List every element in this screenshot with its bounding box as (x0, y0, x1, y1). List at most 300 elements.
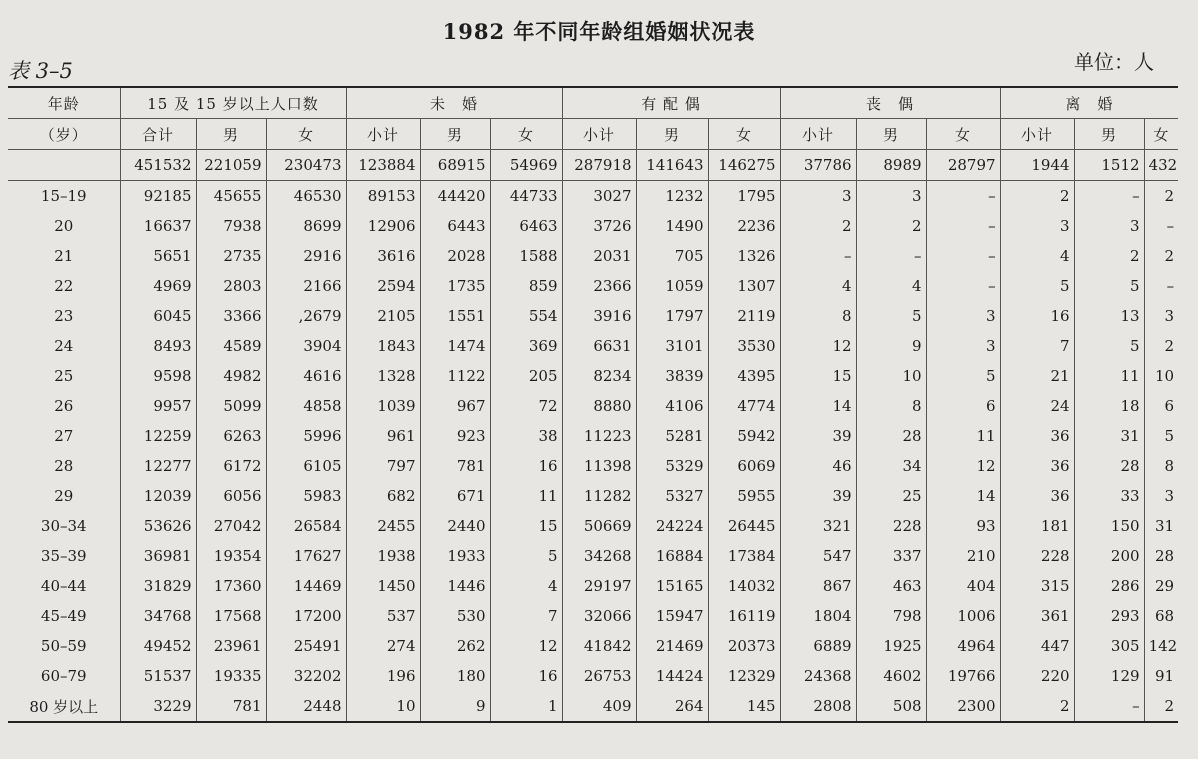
value-cell: 3 (1164, 487, 1175, 505)
value-cell: 210 (926, 541, 1000, 571)
value-cell: – (1166, 277, 1175, 295)
value-cell: 23961 (196, 631, 266, 661)
value-cell: 4 (1000, 241, 1074, 271)
value-cell: 89153 (346, 181, 420, 212)
value-cell: 16637 (120, 211, 196, 241)
age-header-line2: （岁） (8, 119, 120, 150)
value-cell: 451532 (120, 150, 196, 181)
value-cell: 1490 (636, 211, 708, 241)
value-cell: 28 (1155, 547, 1175, 565)
value-cell: – (926, 211, 1000, 241)
age-cell: 50–59 (8, 631, 120, 661)
value-cell: 26445 (708, 511, 780, 541)
table-row (8, 631, 1178, 661)
value-cell: 404 (926, 571, 1000, 601)
subheader-cell: 男 (856, 119, 926, 150)
value-cell: 17200 (266, 601, 346, 631)
value-cell: 5281 (636, 421, 708, 451)
value-cell: 923 (420, 421, 490, 451)
value-cell: 6 (1164, 397, 1175, 415)
age-cell (8, 150, 120, 181)
group-header-divorced: 离 婚 (1000, 87, 1178, 119)
value-cell: 2119 (708, 301, 780, 331)
age-header-line1: 年龄 (8, 87, 120, 119)
value-cell: 4 (780, 271, 856, 301)
table-row (8, 301, 1178, 331)
value-cell: 16 (1000, 301, 1074, 331)
value-cell: 305 (1074, 631, 1144, 661)
total-row (8, 150, 1178, 181)
age-cell: 40–44 (8, 571, 120, 601)
value-cell: 1797 (636, 301, 708, 331)
value-cell: 9598 (120, 361, 196, 391)
value-cell: 11282 (562, 481, 636, 511)
value-cell: 12906 (346, 211, 420, 241)
value-cell: 409 (562, 691, 636, 722)
value-cell: 2 (1000, 181, 1074, 212)
value-cell: 8880 (562, 391, 636, 421)
value-cell: 3 (1000, 211, 1074, 241)
value-cell: 20373 (708, 631, 780, 661)
value-cell: 2166 (266, 271, 346, 301)
value-cell: 18 (1074, 391, 1144, 421)
value-cell: 5 (1074, 331, 1144, 361)
table-row (8, 421, 1178, 451)
value-cell: 12039 (120, 481, 196, 511)
subheader-cell: 女 (708, 119, 780, 150)
value-cell: 5955 (708, 481, 780, 511)
age-cell: 80 岁以上 (8, 691, 120, 722)
value-cell: 4858 (266, 391, 346, 421)
value-cell: 2300 (926, 691, 1000, 722)
value-cell: 5327 (636, 481, 708, 511)
value-cell: 12 (926, 451, 1000, 481)
value-cell: 221059 (196, 150, 266, 181)
value-cell: ,2679 (266, 301, 346, 331)
value-cell: 2236 (708, 211, 780, 241)
value-cell: 228 (856, 511, 926, 541)
value-cell: 6443 (420, 211, 490, 241)
value-cell: 3904 (266, 331, 346, 361)
value-cell: 44733 (490, 181, 562, 212)
value-cell: 5099 (196, 391, 266, 421)
value-cell: 180 (420, 661, 490, 691)
value-cell: 17360 (196, 571, 266, 601)
value-cell: 798 (856, 601, 926, 631)
value-cell: 2440 (420, 511, 490, 541)
value-cell: 15 (490, 511, 562, 541)
value-cell: 93 (926, 511, 1000, 541)
value-cell: 337 (856, 541, 926, 571)
value-cell: 2 (780, 211, 856, 241)
value-cell: 34768 (120, 601, 196, 631)
value-cell: 3027 (562, 181, 636, 212)
value-cell: 1474 (420, 331, 490, 361)
age-cell: 29 (8, 481, 120, 511)
value-cell: 142 (1148, 637, 1178, 655)
value-cell: 6105 (266, 451, 346, 481)
value-cell: 1843 (346, 331, 420, 361)
value-cell: 6172 (196, 451, 266, 481)
table-row (8, 451, 1178, 481)
value-cell: 150 (1074, 511, 1144, 541)
value-cell: 53626 (120, 511, 196, 541)
table-row (8, 511, 1178, 541)
value-cell: 682 (346, 481, 420, 511)
value-cell: 293 (1074, 601, 1144, 631)
value-cell: 9 (856, 331, 926, 361)
value-cell: 2 (1164, 697, 1175, 715)
value-cell: 4 (856, 271, 926, 301)
value-cell: 37786 (780, 150, 856, 181)
value-cell: 547 (780, 541, 856, 571)
value-cell: 1795 (708, 181, 780, 212)
value-cell: 2455 (346, 511, 420, 541)
value-cell: 530 (420, 601, 490, 631)
page-title: 1982 年不同年龄组婚姻状况表 (442, 19, 756, 44)
value-cell: 27042 (196, 511, 266, 541)
subheader-cell: 小计 (346, 119, 420, 150)
value-cell: 4 (490, 571, 562, 601)
subheader-cell: 小计 (1000, 119, 1074, 150)
value-cell: 92185 (120, 181, 196, 212)
age-cell: 22 (8, 271, 120, 301)
subheader-cell: 女 (490, 119, 562, 150)
value-cell: 49452 (120, 631, 196, 661)
value-cell: – (1074, 181, 1144, 212)
value-cell: 3916 (562, 301, 636, 331)
value-cell: 24224 (636, 511, 708, 541)
subheader-cell: 女 (266, 119, 346, 150)
value-cell: – (1166, 217, 1175, 235)
value-cell: 9957 (120, 391, 196, 421)
value-cell: 1 (490, 691, 562, 722)
table-row (8, 661, 1178, 691)
value-cell: 705 (636, 241, 708, 271)
age-cell: 15–19 (8, 181, 120, 212)
value-cell: 8 (856, 391, 926, 421)
value-cell: 31 (1155, 517, 1175, 535)
value-cell: 12 (780, 331, 856, 361)
value-cell: 14 (780, 391, 856, 421)
value-cell: 3 (780, 181, 856, 212)
value-cell: 8493 (120, 331, 196, 361)
value-cell: 28 (856, 421, 926, 451)
value-cell: 19354 (196, 541, 266, 571)
value-cell: 264 (636, 691, 708, 722)
value-cell: 8699 (266, 211, 346, 241)
value-cell: 31829 (120, 571, 196, 601)
value-cell: 11 (926, 421, 1000, 451)
value-cell: 6889 (780, 631, 856, 661)
value-cell: 15 (780, 361, 856, 391)
value-cell: 4106 (636, 391, 708, 421)
value-cell: 45655 (196, 181, 266, 212)
value-cell: 181 (1000, 511, 1074, 541)
group-header-population: 15 及 15 岁以上人口数 (120, 87, 346, 119)
age-cell: 26 (8, 391, 120, 421)
value-cell: 39 (780, 421, 856, 451)
value-cell: 36981 (120, 541, 196, 571)
age-cell: 35–39 (8, 541, 120, 571)
group-header-widowed: 丧 偶 (780, 87, 1000, 119)
value-cell: 361 (1000, 601, 1074, 631)
age-cell: 27 (8, 421, 120, 451)
value-cell: 5 (1000, 271, 1074, 301)
value-cell: 781 (420, 451, 490, 481)
value-cell: 145 (708, 691, 780, 722)
value-cell: 129 (1074, 661, 1144, 691)
value-cell: 36 (1000, 421, 1074, 451)
value-cell: 2594 (346, 271, 420, 301)
subheader-cell: 男 (420, 119, 490, 150)
value-cell: 21469 (636, 631, 708, 661)
value-cell: 2 (1074, 241, 1144, 271)
value-cell: 51537 (120, 661, 196, 691)
value-cell: 3530 (708, 331, 780, 361)
value-cell: – (856, 241, 926, 271)
value-cell: 3726 (562, 211, 636, 241)
value-cell: 38 (490, 421, 562, 451)
table-row (8, 481, 1178, 511)
value-cell: 33 (1074, 481, 1144, 511)
value-cell: 25 (856, 481, 926, 511)
table-number: 表 3–5 (8, 59, 73, 83)
value-cell: 228 (1000, 541, 1074, 571)
value-cell: 14424 (636, 661, 708, 691)
value-cell: 12277 (120, 451, 196, 481)
value-cell: 11223 (562, 421, 636, 451)
value-cell: 17384 (708, 541, 780, 571)
age-cell: 24 (8, 331, 120, 361)
value-cell: 46530 (266, 181, 346, 212)
value-cell: 4964 (926, 631, 1000, 661)
value-cell: 781 (196, 691, 266, 722)
value-cell: 369 (490, 331, 562, 361)
value-cell: 16119 (708, 601, 780, 631)
value-cell: 6463 (490, 211, 562, 241)
value-cell: 1588 (490, 241, 562, 271)
value-cell: 7 (490, 601, 562, 631)
value-cell: 5983 (266, 481, 346, 511)
value-cell: 961 (346, 421, 420, 451)
subheader-cell: 女 (1144, 119, 1178, 150)
value-cell: 4982 (196, 361, 266, 391)
table-row (8, 601, 1178, 631)
subheader-cell: 小计 (562, 119, 636, 150)
value-cell: 274 (346, 631, 420, 661)
value-cell: 1551 (420, 301, 490, 331)
value-cell: 5 (1074, 271, 1144, 301)
value-cell: 5942 (708, 421, 780, 451)
value-cell: 36 (1000, 451, 1074, 481)
unit-label: 单位：人 (1074, 50, 1154, 74)
value-cell: 1735 (420, 271, 490, 301)
value-cell: 19335 (196, 661, 266, 691)
value-cell: 25491 (266, 631, 346, 661)
value-cell: 12259 (120, 421, 196, 451)
subheader-cell: 男 (1074, 119, 1144, 150)
value-cell: 859 (490, 271, 562, 301)
value-cell: 5 (490, 541, 562, 571)
value-cell: 3366 (196, 301, 266, 331)
value-cell: 6631 (562, 331, 636, 361)
value-cell: 6045 (120, 301, 196, 331)
age-cell: 25 (8, 361, 120, 391)
value-cell: 1933 (420, 541, 490, 571)
value-cell: 6263 (196, 421, 266, 451)
value-cell: 5 (926, 361, 1000, 391)
value-cell: 967 (420, 391, 490, 421)
table-header (8, 87, 1178, 150)
value-cell: 8989 (856, 150, 926, 181)
value-cell: 6069 (708, 451, 780, 481)
value-cell: 10 (346, 691, 420, 722)
value-cell: 2 (856, 211, 926, 241)
value-cell: 24 (1000, 391, 1074, 421)
value-cell: 1059 (636, 271, 708, 301)
value-cell: 1944 (1000, 150, 1074, 181)
value-cell: 15947 (636, 601, 708, 631)
value-cell: 3 (1074, 211, 1144, 241)
value-cell: 6056 (196, 481, 266, 511)
value-cell: 24368 (780, 661, 856, 691)
value-cell: 5329 (636, 451, 708, 481)
value-cell: 91 (1155, 667, 1175, 685)
value-cell: 21 (1000, 361, 1074, 391)
value-cell: 2031 (562, 241, 636, 271)
value-cell: 12 (490, 631, 562, 661)
table-row (8, 361, 1178, 391)
value-cell: 28 (1074, 451, 1144, 481)
value-cell: 5996 (266, 421, 346, 451)
age-cell: 30–34 (8, 511, 120, 541)
value-cell: 220 (1000, 661, 1074, 691)
value-cell: 4774 (708, 391, 780, 421)
value-cell: 3 (1164, 307, 1175, 325)
value-cell: 196 (346, 661, 420, 691)
value-cell: 12329 (708, 661, 780, 691)
value-cell: 19766 (926, 661, 1000, 691)
value-cell: 2366 (562, 271, 636, 301)
value-cell: 7 (1000, 331, 1074, 361)
subheader-row (8, 119, 1178, 150)
value-cell: 146275 (708, 150, 780, 181)
value-cell: 1512 (1074, 150, 1144, 181)
value-cell: 447 (1000, 631, 1074, 661)
value-cell: 68 (1155, 607, 1175, 625)
value-cell: 2448 (266, 691, 346, 722)
subheader-cell: 小计 (780, 119, 856, 150)
value-cell: 28797 (926, 150, 1000, 181)
value-cell: 1938 (346, 541, 420, 571)
value-cell: 8 (1164, 457, 1175, 475)
value-cell: 44420 (420, 181, 490, 212)
value-cell: 2808 (780, 691, 856, 722)
value-cell: 34 (856, 451, 926, 481)
value-cell: 3616 (346, 241, 420, 271)
value-cell: – (1074, 691, 1144, 722)
value-cell: 262 (420, 631, 490, 661)
value-cell: 36 (1000, 481, 1074, 511)
value-cell: 32202 (266, 661, 346, 691)
value-cell: 2916 (266, 241, 346, 271)
value-cell: 16 (490, 451, 562, 481)
value-cell: 1326 (708, 241, 780, 271)
value-cell: 2735 (196, 241, 266, 271)
age-cell: 45–49 (8, 601, 120, 631)
value-cell: 11398 (562, 451, 636, 481)
value-cell: 463 (856, 571, 926, 601)
value-cell: 4616 (266, 361, 346, 391)
value-cell: 34268 (562, 541, 636, 571)
value-cell: 3 (856, 181, 926, 212)
value-cell: 2 (1164, 247, 1175, 265)
subheader-cell: 合计 (120, 119, 196, 150)
marriage-status-table (8, 86, 1178, 723)
value-cell: 8234 (562, 361, 636, 391)
value-cell: 17568 (196, 601, 266, 631)
value-cell: 50669 (562, 511, 636, 541)
group-header-married: 有 配 偶 (562, 87, 780, 119)
value-cell: 2 (1000, 691, 1074, 722)
value-cell: 1039 (346, 391, 420, 421)
value-cell: 2803 (196, 271, 266, 301)
value-cell: 537 (346, 601, 420, 631)
value-cell: 508 (856, 691, 926, 722)
value-cell: 39 (780, 481, 856, 511)
value-cell: 7938 (196, 211, 266, 241)
value-cell: – (926, 271, 1000, 301)
value-cell: 14 (926, 481, 1000, 511)
age-cell: 21 (8, 241, 120, 271)
value-cell: 2105 (346, 301, 420, 331)
subheader-cell: 女 (926, 119, 1000, 150)
value-cell: – (780, 241, 856, 271)
value-cell: 11 (490, 481, 562, 511)
value-cell: 1446 (420, 571, 490, 601)
value-cell: 14469 (266, 571, 346, 601)
value-cell: 321 (780, 511, 856, 541)
value-cell: 14032 (708, 571, 780, 601)
value-cell: 17627 (266, 541, 346, 571)
value-cell: 287918 (562, 150, 636, 181)
value-cell: 3101 (636, 331, 708, 361)
table-row (8, 331, 1178, 361)
value-cell: 867 (780, 571, 856, 601)
value-cell: 32066 (562, 601, 636, 631)
value-cell: 286 (1074, 571, 1144, 601)
value-cell: 29197 (562, 571, 636, 601)
table-row (8, 181, 1178, 212)
value-cell: 1450 (346, 571, 420, 601)
value-cell: 9 (420, 691, 490, 722)
subheader-cell: 男 (636, 119, 708, 150)
value-cell: 31 (1074, 421, 1144, 451)
value-cell: 5651 (120, 241, 196, 271)
value-cell: 46 (780, 451, 856, 481)
value-cell: 315 (1000, 571, 1074, 601)
value-cell: 554 (490, 301, 562, 331)
value-cell: 797 (346, 451, 420, 481)
table-row (8, 541, 1178, 571)
value-cell: 54969 (490, 150, 562, 181)
value-cell: 3229 (120, 691, 196, 722)
value-cell: 26584 (266, 511, 346, 541)
value-cell: 1006 (926, 601, 1000, 631)
value-cell: 1925 (856, 631, 926, 661)
value-cell: 5 (1164, 427, 1175, 445)
